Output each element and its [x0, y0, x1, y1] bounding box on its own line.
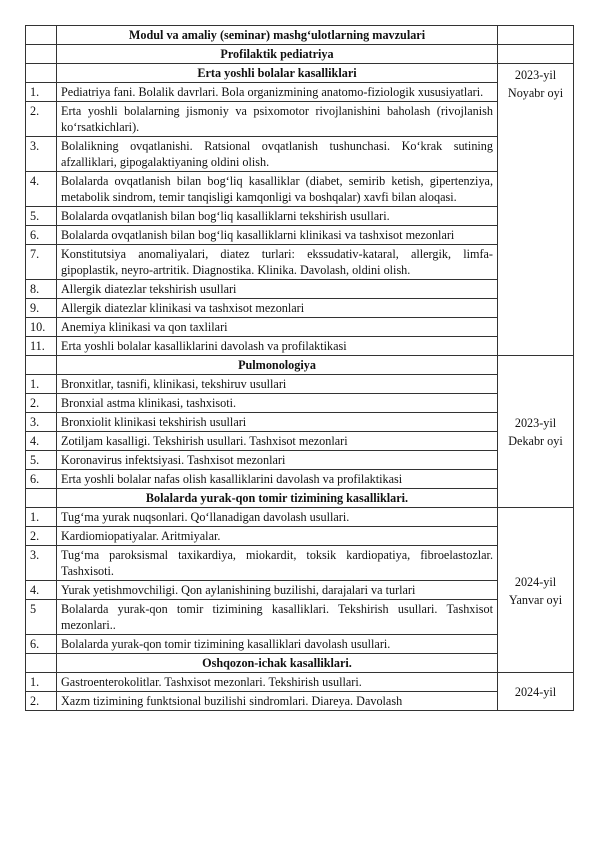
row-topic: Bolalikning ovqatlanishi. Ratsional ovqatlanish tushunchasi. Ko‘krak sutining afzalliklari, gipogalaktiyaning oldini olish. — [57, 137, 498, 172]
schedule-date — [498, 356, 574, 508]
table-row — [26, 600, 574, 635]
date-year: 2023-yil — [514, 68, 557, 82]
row-topic: Tug‘ma paroksismal taxikardiya, miokardit, toksik kardiopatiya, fibroelastozlar. Tashxisoti. — [57, 546, 498, 581]
module-title: Profilaktik pediatriya — [57, 45, 498, 64]
row-number: 3. — [26, 546, 57, 581]
table-row — [26, 394, 574, 413]
row-number: 1. — [26, 673, 57, 692]
row-topic: Yurak yetishmovchiligi. Qon aylanishining buzilishi, darajalari va turlari — [57, 581, 498, 600]
schedule-date — [498, 673, 574, 711]
date-month: Dekabr oyi — [508, 434, 563, 448]
row-topic: Pediatriya fani. Bolalik davrlari. Bola organizmining anatomo-fiziologik xususiyatlari. — [57, 83, 498, 102]
section-header: Erta yoshli bolalar kasalliklari — [57, 64, 498, 83]
schedule-date — [498, 508, 574, 673]
row-topic: Erta yoshli bolalarning jismoniy va psixomotor rivojlanishini baholash (rivojlanish ko‘rsatkichlari). — [57, 102, 498, 137]
table-row — [26, 337, 574, 356]
table-row — [26, 546, 574, 581]
title-row — [26, 26, 574, 45]
row-number: 9. — [26, 299, 57, 318]
date-year: 2024-yil — [514, 685, 557, 699]
row-number: 8. — [26, 280, 57, 299]
table-row — [26, 692, 574, 711]
row-topic: Zotiljam kasalligi. Tekshirish usullari. Tashxisot mezonlari — [57, 432, 498, 451]
row-topic: Bolalarda yurak-qon tomir tizimining kasalliklari davolash usullari. — [57, 635, 498, 654]
section-header-row — [26, 356, 574, 375]
table-row — [26, 102, 574, 137]
section-header: Oshqozon-ichak kasalliklari. — [57, 654, 498, 673]
table-row — [26, 318, 574, 337]
row-topic: Bronxiolit klinikasi tekshirish usullari — [57, 413, 498, 432]
table-row — [26, 527, 574, 546]
section-header: Bolalarda yurak-qon tomir tizimining kasalliklari. — [57, 489, 498, 508]
table-row — [26, 432, 574, 451]
table-row — [26, 299, 574, 318]
row-number: 4. — [26, 172, 57, 207]
row-number: 6. — [26, 470, 57, 489]
date-year: 2024-yil — [514, 574, 557, 589]
row-number: 6. — [26, 635, 57, 654]
table-row — [26, 280, 574, 299]
table-row — [26, 207, 574, 226]
topics-table — [25, 25, 574, 711]
row-number: 1. — [26, 375, 57, 394]
row-number: 3. — [26, 137, 57, 172]
row-topic: Konstitutsiya anomaliyalari, diatez turlari: ekssudativ-kataral, allergik, limfa-gipoplastik, neyro-artritik. Diagnostika. Klinika. Davolash, oldini olish. — [57, 245, 498, 280]
row-topic: Tug‘ma yurak nuqsonlari. Qo‘llanadigan davolash usullari. — [57, 508, 498, 527]
row-number: 2. — [26, 102, 57, 137]
row-number: 5. — [26, 451, 57, 470]
section-header: Pulmonologiya — [57, 356, 498, 375]
table-row — [26, 83, 574, 102]
row-topic: Erta yoshli bolalar nafas olish kasalliklarini davolash va profilaktikasi — [57, 470, 498, 489]
row-number: 4. — [26, 432, 57, 451]
row-number: 11. — [26, 337, 57, 356]
section-header-row — [26, 654, 574, 673]
row-number: 7. — [26, 245, 57, 280]
module-row — [26, 45, 574, 64]
row-number: 4. — [26, 581, 57, 600]
row-number: 3. — [26, 413, 57, 432]
schedule-date — [498, 64, 574, 356]
row-number: 6. — [26, 226, 57, 245]
table-row — [26, 375, 574, 394]
row-topic: Bolalarda ovqatlanish bilan bog‘liq kasalliklarni klinikasi va tashxisot mezonlari — [57, 226, 498, 245]
table-row — [26, 226, 574, 245]
table-row — [26, 673, 574, 692]
row-topic: Allergik diatezlar klinikasi va tashxisot mezonlari — [57, 299, 498, 318]
table-row — [26, 172, 574, 207]
row-topic: Bolalarda ovqatlanish bilan bog‘liq kasalliklar (diabet, semirib ketish, gipertenziya, metabolik sindrom, temir tanqisligi kamqonligi va boshqalar) xavfi bilan aloqasi. — [57, 172, 498, 207]
row-topic: Bronxitlar, tasnifi, klinikasi, tekshiruv usullari — [57, 375, 498, 394]
table-title: Modul va amaliy (seminar) mashg‘ulotlarning mavzulari — [57, 26, 498, 45]
row-topic: Allergik diatezlar tekshirish usullari — [57, 280, 498, 299]
section-header-row — [26, 64, 574, 83]
table-row — [26, 635, 574, 654]
row-topic: Anemiya klinikasi va qon taxlilari — [57, 318, 498, 337]
row-topic: Xazm tizimining funktsional buzilishi sindromlari. Diareya. Davolash — [57, 692, 498, 711]
row-number: 10. — [26, 318, 57, 337]
table-row — [26, 451, 574, 470]
date-month: Noyabr oyi — [507, 86, 564, 100]
row-topic: Bolalarda ovqatlanish bilan bog‘liq kasalliklarni tekshirish usullari. — [57, 207, 498, 226]
table-row — [26, 470, 574, 489]
table-row — [26, 581, 574, 600]
row-topic: Erta yoshli bolalar kasalliklarini davolash va profilaktikasi — [57, 337, 498, 356]
row-topic: Koronavirus infektsiyasi. Tashxisot mezonlari — [57, 451, 498, 470]
row-topic: Bronxial astma klinikasi, tashxisoti. — [57, 394, 498, 413]
row-topic: Gastroenterokolitlar. Tashxisot mezonlari. Tekshirish usullari. — [57, 673, 498, 692]
table-row — [26, 508, 574, 527]
table-row — [26, 245, 574, 280]
date-year: 2023-yil — [514, 416, 557, 430]
row-number: 5. — [26, 207, 57, 226]
table-row — [26, 137, 574, 172]
table-row — [26, 413, 574, 432]
date-month: Yanvar oyi — [508, 592, 563, 607]
row-topic: Bolalarda yurak-qon tomir tizimining kasalliklari. Tekshirish usullari. Tashxisot mezonlari.. — [57, 600, 498, 635]
row-number: 1. — [26, 83, 57, 102]
row-number: 1. — [26, 508, 57, 527]
section-header-row — [26, 489, 574, 508]
row-topic: Kardiomiopatiyalar. Aritmiyalar. — [57, 527, 498, 546]
row-number: 2. — [26, 527, 57, 546]
row-number: 2. — [26, 692, 57, 711]
row-number: 2. — [26, 394, 57, 413]
row-number: 5 — [26, 600, 57, 635]
